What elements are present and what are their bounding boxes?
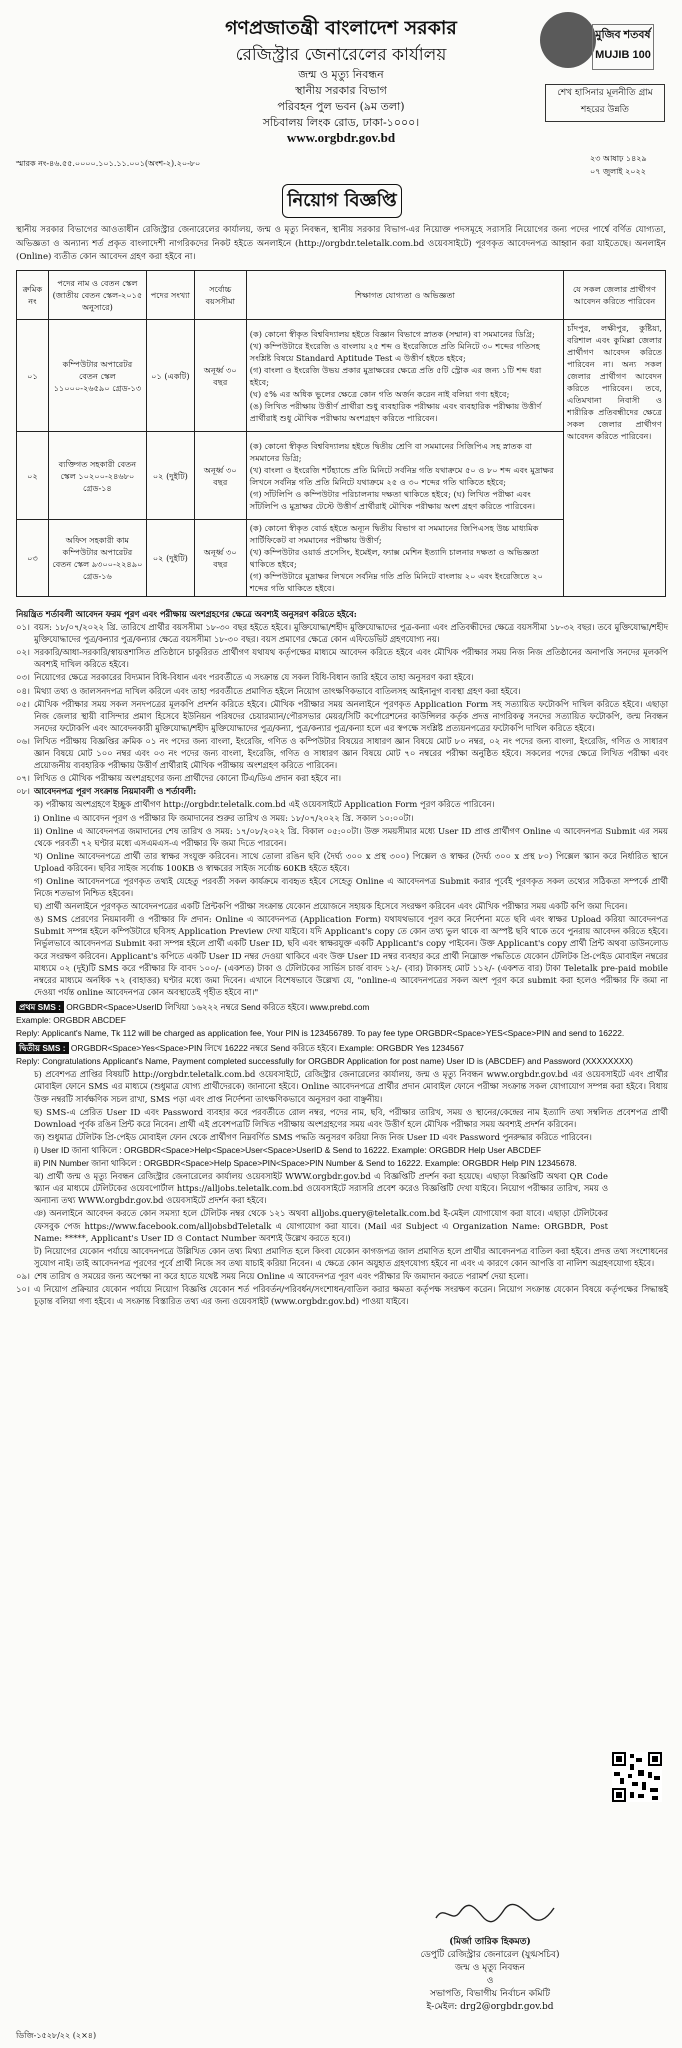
office-subtitle: জন্ম ও মৃত্যু নিবন্ধন — [298, 68, 384, 81]
row-age: অনূর্ধ্ব ৩০ বছর — [194, 520, 246, 597]
sub-item: ট) নিয়োগের যেকোন পর্যায়ে আবেদনপত্রে উল্লিখিত কোন তথ্য মিথ্যা প্রমাণিত হলে কিংবা যেকোন কাগজপত্র জাল প্রমাণিত হলে প্রার্থীর আবেদনপত্র বাতিল করা হইবে। প্রদত্ত তথ্য সংশোধনের সুযোগ নাই। তাই আবেদনপত্র পূরণের পূর্বে প্রার্থী নিজে সব তথ্য যাচাই করিয়া নিবেন। এ ক্ষেত্রে কোন অযুহাত গ্রহণযোগ্য হইবে না এবং এ কারণে কোন আপত্তি বা নালিশ অগ্রহণযোগ্য হইবে। — [34, 1245, 668, 1268]
division-name: স্থানীয় সরকার বিভাগ — [295, 84, 387, 97]
sms-second — [16, 1042, 668, 1054]
sub-item: ঞ) অনলাইনে আবেদন করতে কোন সমস্যা হলে টেলিটক নম্বর থেকে ১২১ অথবা alljobs.query@teletalk.com.bd ই-মেইল যোগাযোগ করা যাবে। এছাড়া টেলিটকের ফেসবুক পেজ https://www.facebook.com/alljobsbdTeletalk এ যোগাযোগ করা যাবে। (Mail এর Subject এ Organization Name: ORGBDR, Post Name: *****, Applicant's User ID ও Contact Number অবশ্যই উল্লেখ করতে হবে।) — [34, 1208, 608, 1243]
qual-item: (খ) কম্পিউটারে ইংরেজি ও বাংলায় ২৫ শব্দ ও ইংরেজিতে প্রতি মিনিটে ৩০ শব্দের গতিসহ সংশ্লিষ্ট বিষয়ে Standard Aptitude Test এ উত্তীর্ণ হইতে হইবে; — [249, 340, 540, 363]
eligible-districts: চাঁদপুর, লক্ষীপুর, কুষ্টিয়া, বরিশাল এবং কুমিল্লা জেলার প্রার্থীগণ আবেদন করিতে পারিবেন না। অন্য সকল জেলার প্রার্থীগণ আবেদন করিতে পারিবেন। তবে, এতিমখানা নিবাসী ও শারীরিক প্রতিবন্ধীদের ক্ষেত্রে সকল জেলার প্রার্থীগণ আবেদন করিতে পারিবেন। — [564, 320, 666, 597]
sub-item: খ) Online আবেদনপত্রে প্রার্থী তার স্বাক্ষর সংযুক্ত করিবেন। সাথে তোলা রঙিন ছবি (দৈর্ঘ্য ৩০০ x প্রস্থ ৩০০) পিক্সেল ও স্বাক্ষর (দৈর্ঘ্য ৩০০ x প্রস্থ ৮০) পিক্সেল স্ক্যান করে নির্ধারিত স্থানে Upload করিবেন। ছবির সাইজ সর্বোচ্চ 100KB ও স্বাক্ষরের সাইজ সর্বোচ্চ 60KB হইতে হইবে। — [34, 850, 668, 873]
header-age: সর্বোচ্চ বয়সসীমা — [194, 271, 246, 320]
row-qualification — [246, 432, 563, 520]
sms-first-example: Example: ORGBDR ABCDEF — [16, 1015, 126, 1025]
mujib-100-logo: মুজিব শতবর্ষ MUJIB 100 — [592, 24, 654, 70]
row-post: ব্যক্তিগত সহকারী বেতন স্কেল ১০২০০-২৪৬৮০ গ্রেড-১৪ — [48, 432, 146, 520]
qual-item: (গ) কম্পিউটারে মুদ্রাক্ষর লিখনে সর্বনিম্ন গতি প্রতি মিনিটে বাংলায় ২০ এবং ইংরেজিতে ২০ শব্দের গতি থাকিতে হইবে। — [249, 571, 543, 593]
row-serial: ০২ — [17, 432, 49, 520]
header — [0, 4, 682, 154]
qual-item: (খ) বাংলা ও ইংরেজি শর্টহ্যান্ডে প্রতি মিনিটে সর্বনিম্ন গতি যথাক্রমে ৫০ ও ৮০ শব্দ এবং মুদ্রাক্ষর লিখনে সর্বনিম্ন গতি প্রতি মিনিটে যথাক্রমে ২৫ ও ৩০ শব্দের গতি থাকিতে হইবে; — [249, 464, 554, 487]
sub-item: ঝ) প্রার্থী জন্ম ও মৃত্যু নিবন্ধন রেজিস্ট্রার জেনারেলের কার্যালয় ওয়েবসাইট WWW.orgbdr.gov.bd এ বিজ্ঞপ্তিটি প্রদর্শন করা হয়েছে। এছাড়া বিজ্ঞপ্তিটি অথবা QR Code স্ক্যান এর মাধ্যমে টেলিটকের ওয়েবপোর্টাল https://alljobs.teletalk.com.bd ওয়েবসাইটে সরাসরি প্রবেশ করেও বিজ্ঞপ্তিটি দেখা যাইবে। নিয়োগ পরীক্ষার তারিখ, সময় ও অন্যান্য তথ্য WWW.orgbdr.gov.bd ওয়েবসাইটে প্রদর্শন করা হইবে। — [34, 1171, 608, 1206]
list-item: ১০। এ নিয়োগ প্রক্রিয়ার যেকোন পর্যায়ে নিয়োগ বিজ্ঞপ্তি যেকোন শর্ত পরিবর্তন/পরিবর্ধন/সংশোধন/বাতিল করার ক্ষমতা কর্তৃপক্ষ সংরক্ষণ করেন। নিয়োগ সংক্রান্ত যেকোন বিষয়ে কর্তৃপক্ষের সিদ্ধান্তই চূড়ান্ত বলিয়া গণ্য হইবে। এ সংক্রান্ত বিস্তারিত তথ্য এর জন্য ওয়েবসাইট (www.orgbdr.gov.bd) পাওয়া যাইবে। — [16, 1283, 668, 1307]
header-serial: ক্রমিক নং — [17, 271, 49, 320]
qual-item: (ঘ) ৫% এর অধিক ভুলের ক্ষেত্রে কোন গতি অর্জন করেন নাই বলিয়া গণ্য হইবে; — [249, 388, 510, 399]
table-row — [17, 320, 666, 432]
sub-item: জ) শুধুমাত্র টেলিটক প্রি-পেইড মোবাইল ফোন থেকে প্রার্থীগণ নিম্নবর্ণিত SMS পদ্ধতি অনুসরণ করিয়া নিজ নিজ User ID এবং Password পুনরুদ্ধার করিতে পারিবেন। — [34, 1131, 592, 1142]
road-address: সচিবালয় লিংক রোড, ঢাকা-১০০০। — [262, 116, 420, 129]
memo-number: স্মারক নং-৪৬.৫৫.০০০০.১০১.১১.০০১(অংশ-২).২০-৮০ — [16, 159, 201, 168]
header-districts: যে সকল জেলার প্রার্থীগণ আবেদন করিতে পারিবেন — [564, 271, 666, 320]
header-post: পদের নাম ও বেতন স্কেল (জাতীয় বেতন স্কেল-২০১৫ অনুসারে) — [48, 271, 146, 320]
row-age: অনূর্ধ্ব ৩০ বছর — [194, 432, 246, 520]
qual-item: (ক) কোনো স্বীকৃত বোর্ড হইতে অন্যূন দ্বিতীয় বিভাগ বা সমমানের জিপিএসহ উচ্চ মাধ্যমিক সার্টিফিকেট বা সমমানের পরীক্ষায় উত্তীর্ণ; — [249, 523, 539, 545]
header-qualification: শিক্ষাগত যোগ্যতা ও অভিজ্ঞতা — [246, 271, 563, 320]
signatory-designation: ডেপুটি রেজিস্ট্রার জেনারেল (যুগ্মসচিব) — [420, 1950, 560, 1960]
date-english: ০৭ জুলাই ২০২২ — [590, 167, 646, 176]
header-count: পদের সংখ্যা — [146, 271, 194, 320]
signature-image — [430, 1900, 560, 1928]
sub-item: ii) PIN Number জানা থাকিলে : ORGBDR<Space>Help Space>PIN<Space>PIN Number & Send to 16222. Example: ORGBDR Help PIN 12345678. — [34, 1158, 577, 1169]
signatory-name: (মির্জা তারিক হিকমত) — [449, 1937, 531, 1947]
slogan-box: শেখ হাসিনার মূলনীতি গ্রাম শহরের উন্নতি — [545, 84, 665, 122]
table-header-row — [17, 271, 666, 320]
qual-item: (খ) কম্পিউটার ওয়ার্ড প্রসেসিং, ইমেইল, ফ্যাক্স মেশিন ইত্যাদি চালনার দক্ষতা ও অভিজ্ঞতা থাকিতে হইবে; — [249, 547, 539, 569]
date-bangla: ২৩ আষাঢ় ১৪২৯ — [590, 154, 647, 163]
list-item: ০২। সরকারি/আধা-সরকারি/স্বায়ত্তশাসিত প্রতিষ্ঠানে চাকুরিরত প্রার্থীগণ যথাযথ কর্তৃপক্ষের মাধ্যমে আবেদন করিতে হইবে এবং মৌখিক পরীক্ষার সময় নিজ নিজ প্রতিষ্ঠানের অনাপত্তি সনদের মূলকপি অবশ্যই দাখিল করিতে হইবে। — [16, 647, 668, 670]
list-item: ০৮। আবেদনপত্র পূরণ সংক্রান্ত নিয়মাবলী ও শর্তাবলী: — [16, 786, 197, 797]
sub-item: ঘ) প্রার্থী অনলাইনে পূরণকৃত আবেদনপত্রের একটি প্রিন্টকপি পরীক্ষা সংক্রান্ত যেকোন প্রয়োজনে সহায়ক হিসেবে সংরক্ষণ করিবেন এবং মৌখিক পরীক্ষার সময় একটি কপি জমা দিবেন। — [34, 901, 628, 912]
row-qualification — [246, 320, 563, 432]
sms-first — [16, 1001, 668, 1013]
sub-item: ছ) SMS-এ প্রেরিত User ID এবং Password ব্যবহার করে পরবর্তীতে রোল নম্বর, পদের নাম, ছবি, পরীক্ষার তারিখ, সময় ও স্থানের/কেন্দ্রের নাম ইত্যাদি তথ্য সম্বলিত প্রবেশপত্র প্রার্থী Download পূর্বক রঙিন প্রিন্ট করে নিবেন। প্রার্থী এই প্রবেশপত্রটি লিখিত পরীক্ষায় অংশগ্রহণের সময় এবং উত্তীর্ণ হলে মৌখিক পরীক্ষার সময় অবশ্যই প্রদর্শন করিবেন। — [34, 1106, 668, 1129]
building-address: পরিবহন পুল ভবন (৯ম তলা) — [277, 100, 405, 113]
list-item: ০৩। নিয়োগের ক্ষেত্রে সরকারের বিদ্যমান বিধি-বিধান এবং পরবর্তীতে এ সংক্রান্ত যে সকল বিধি-বিধান জারি হইবে তাহা অনুসরণ করা হইবে। — [16, 672, 474, 683]
website-link[interactable]: www.orgbdr.gov.bd — [286, 130, 396, 145]
page-title: নিয়োগ বিজ্ঞপ্তি — [282, 184, 402, 218]
qual-item: (ক) কোনো স্বীকৃত বিশ্ববিদ্যালয় হইতে বিজ্ঞান বিভাগে স্নাতক (সম্মান) বা সমমানের ডিগ্রি; — [249, 328, 535, 339]
sms-second-label: দ্বিতীয় SMS : — [16, 1042, 69, 1054]
row-serial: ০৩ — [17, 520, 49, 597]
row-post: কম্পিউটার অপারেটর বেতন স্কেল ১১০০০-২৬৫৯০ গ্রেড-১৩ — [48, 320, 146, 432]
signatory-office: জন্ম ও মৃত্যু নিবন্ধন — [455, 1963, 525, 1973]
sub-item: i) User ID জানা থাকিলে : ORGBDR<Space>Help<Space>User<Space>UserID & Send to 16222. Example: ORGBDR Help User ABCDEF — [34, 1144, 542, 1155]
row-serial: ০১ — [17, 320, 49, 432]
footer-code: ডিজি-১৫২৮/২২ (২×৪) — [16, 2031, 97, 2040]
office-title: রেজিস্ট্রার জেনারেলের কার্যালয় — [235, 45, 447, 65]
signatory-committee: সভাপতি, বিভাগীয় নির্বাচন কমিটি — [430, 1989, 550, 1999]
signatory-email[interactable]: ই-মেইল: drg2@orgbdr.gov.bd — [426, 2002, 554, 2012]
sub-item: ii) Online এ আবেদনপত্র জমাদানের শেষ তারিখ ও সময়: ১৭/০৮/২০২২ খ্রি. বিকাল ০৫:০০টা। উক্ত সময়সীমার মধ্যে User ID প্রাপ্ত প্রার্থীগণ Online এ আবেদনপত্র Submit এর সময় থেকে পরবর্তী ৭২ ঘণ্টার মধ্যে এসএমএস-এ পরীক্ষার ফি জমা দিতে পারবেন। — [34, 825, 668, 848]
signatory-and: ও — [486, 1976, 494, 1986]
vacancy-table — [16, 270, 666, 597]
list-item: ০৬। লিখিত পরীক্ষায় বিজ্ঞপ্তির ক্রমিক ০১ নং পদের জন্য বাংলা, ইংরেজি, গণিত ও কম্পিউটার বিষয়ের সাধারণ জ্ঞান বিষয়ে মোট ৮০ নম্বর, ০২ নং পদের জন্য বাংলা, ইংরেজি, গণিত ও সাধারণ জ্ঞান বিষয়ে মোট ১০০ নম্বর এবং ০৩ নং পদের জন্য বাংলা, ইংরেজি, গণিত ও সাধারণ জ্ঞান বিষয়ে মোট ৭০ নম্বরের পরীক্ষা অনুষ্ঠিত হইবে। সকলের পদের ক্ষেত্রে লিখিত পরীক্ষা এবং প্রয়োজনীয় ব্যবহারিক পরীক্ষায় উত্তীর্ণ প্রার্থীরাই মৌখিক পরীক্ষায় অংশগ্রহণ করিতে পারিবেন। — [16, 735, 668, 771]
sub-item: ক) পরীক্ষায় অংশগ্রহণে ইচ্ছুক প্রার্থীগণ http://orgbdr.teletalk.com.bd এই ওয়েবসাইটে Application Form পূরণ করিতে পারিবেন। — [34, 799, 495, 810]
sub-item: চ) প্রবেশপত্র প্রাপ্তির বিষয়টি http://orgbdr.teletalk.com.bd ওয়েবসাইটে, রেজিস্ট্রার জেনারেলের কার্যালয়, জন্ম ও মৃত্যু নিবন্ধন www.orgbdr.gov.bd এর ওয়েবসাইটে এবং প্রার্থীর মোবাইল ফোনে SMS এর মাধ্যমে (শুধুমাত্র যোগ্য প্রার্থীদেরকে) জানানো হইবে। Online আবেদনপত্রে প্রার্থীর প্রদান মোবাইল ফোনে পরীক্ষা সংক্রান্ত সকল যোগাযোগ সম্পন্ন করা হইবে। বিধায় উক্ত নম্বরটি সার্বক্ষণিক সচল রাখা, SMS পড়া এবং প্রাপ্ত নির্দেশনা তাৎক্ষণিকভাবে অনুসরণ করা বাঞ্ছনীয়। — [34, 1069, 668, 1104]
qr-code-icon[interactable] — [612, 1752, 662, 1802]
sms-first-reply: Reply: Applicant's Name, Tk 112 will be charged as application fee, Your PIN is 123456789. To pay fee type ORGBDR<Space>YES<Space>PIN and send to 16222. — [16, 1028, 625, 1039]
sms-second-reply: Reply: Congratulations Applicant's Name, Payment completed successfully for ORGBDR Application for post name) User ID is (ABCDEF) and Password (XXXXXXXX) — [16, 1056, 633, 1067]
row-count: ০১ (একটি) — [146, 320, 194, 432]
sub-item: i) Online এ আবেদন পূরণ ও পরীক্ষার ফি জমাদানের শুরুর তারিখ ও সময়: ১৮/০৭/২০২২ খ্রি. সকাল ১০:০০টা। — [34, 812, 414, 823]
qual-item: (ঙ) লিখিত পরীক্ষায় উত্তীর্ণ প্রার্থীরা শুধু ব্যবহারিক পরীক্ষায় এবং ব্যবহারিক পরীক্ষায় উত্তীর্ণ প্রার্থীরাই শুধু মৌখিক পরীক্ষায় অংশগ্রহণ করিতে পারিবেন। — [249, 400, 542, 423]
sms-first-text: ORGBDR<Space>UserID লিখিয়া ১৬২২২ নম্বরে Send করিতে হইবে। www.prebd.com — [66, 1001, 370, 1012]
list-item: ০৫। মৌখিক পরীক্ষার সময় সকল সনদপত্রের মূলকপি প্রদর্শন করিতে হইবে। মৌখিক পরীক্ষার সময় অনলাইনে পূরণকৃত Application Form সহ সত্যায়িত ফটোকপি দাখিল করিতে হইবে। এছাড়া নিজ জেলার স্থায়ী বাসিন্দার প্রমাণ হিসেবে ইউনিয়ন পরিষদের চেয়ারম্যান/পৌরসভার মেয়র/সিটি কর্পোরেশনের কাউন্সিলর কর্তৃক প্রদত্ত নাগরিকত্ব সনদের সত্যায়িত ফটোকপি, জন্ম নিবন্ধন সনদের ফটোকপি এবং আবেদনকারী মুক্তিযোদ্ধা/শহীদ মুক্তিযোদ্ধাদের পুত্র/কন্যা, পুত্র/কন্যার পুত্র/কন্যা হলে এর স্বপক্ষে সংশ্লিষ্ট প্রত্যয়নপত্রের ফটোকপি দাখিল করিতে হইবে। — [16, 698, 668, 733]
row-age: অনূর্ধ্ব ৩০ বছর — [194, 320, 246, 432]
conditions-section — [16, 608, 668, 1307]
gov-title: গণপ্রজাতন্ত্রী বাংলাদেশ সরকার — [225, 17, 457, 39]
qual-item: (গ) বাংলা ও ইংরেজি উভয় প্রকার মুদ্রাক্ষরের ক্ষেত্রে প্রতি ৫টি স্ট্রোক এর জন্য ১টি শব্দ ধরা হইবে; — [249, 364, 542, 387]
list-item: ০৯। শেষ তারিখ ও সময়ের জন্য অপেক্ষা না করে হাতে যথেষ্ট সময় নিয়ে Online এ আবেদনপত্র পূরণ এবং পরীক্ষার ফি জমাদান করতে পরামর্শ দেয়া হলো। — [16, 1270, 529, 1281]
sms-first-label: প্রথম SMS : — [16, 1001, 64, 1013]
list-item: ০৪। মিথ্যা তথ্য ও জালসনদপত্র দাখিল করিলে এবং তাহা পরবর্তীতে প্রমাণিত হইলে নিয়োগ তাৎক্ষণিকভাবে বাতিলসহ আইনানুগ ব্যবস্থা গ্রহণ করা হইবে। — [16, 685, 521, 696]
list-item: ০৭। লিখিত ও মৌখিক পরীক্ষায় অংশগ্রহণের জন্য প্রার্থীদের কোনো টিএ/ডিএ প্রদান করা হইবে না। — [16, 773, 342, 784]
sms-second-text: ORGBDR<Space>Yes<Space>PIN লিখে 16222 নম্বরে Send করিতে হইবে। Example: ORGBDR Yes 1234567 — [70, 1043, 464, 1054]
row-qualification — [246, 520, 563, 597]
row-count: ০২ (দুইটি) — [146, 432, 194, 520]
sub-item: গ) Online আবেদনপত্রে পূরণকৃত তথ্যই যেহেতু পরবর্তী সকল কার্যক্রমে ব্যবহৃত হইবে সেহেতু Online এ আবেদনপত্র Submit করার পূর্বেই পূরণকৃত সকল তথ্যের সঠিকতা সম্পর্কে প্রার্থী নিজে শতভাগ নিশ্চিত হইবেন। — [34, 875, 668, 899]
sub-item: ঙ) SMS প্রেরণের নিয়মাবলী ও পরীক্ষার ফি প্রদান: Online এ আবেদনপত্র (Application Form) যথাযথভাবে পূরণ করে নির্দেশনা মতে ছবি এবং স্বাক্ষর Upload করিয়া আবেদনপত্র Submit সম্পন্ন হইলে কম্পিউটারে ছবিসহ Application Preview দেখা যাইবে। যদি Applicant's copy তে কোন তথ্য ভুল থাকে বা অস্পষ্ট ছবি থাকে তবে পুনরায় আবেদন করিতে হইবে। নির্ভুলভাবে আবেদনপত্র Submit করা সম্পন্ন হইলে প্রার্থী একটি User ID, ছবি এবং স্বাক্ষরযুক্ত একটি Applicant's copy পাইবেন। উক্ত Applicant's copy প্রার্থী প্রিন্ট অথবা ডাউনলোড করে সংরক্ষণ করিবেন। Applicant's কপিতে একটি User ID নম্বর দেওয়া থাকিবে এবং উক্ত User ID নম্বর ব্যবহার করে প্রার্থী নিম্নোক্ত পদ্ধতিতে যেকোন টেলিটক প্রি-পেইড মোবাইল নম্বরের মাধ্যমে ০২ (দুই)টি SMS করে পরীক্ষার ফি বাবদ ১০০/- (একশত) টাকা ও টেলিটকের সার্ভিস চার্জ বাবদ ১২/- (বার) টাকাসহ মোট ১১২/- (একশত বার) টাকা Teletalk pre-paid mobile নম্বরের মাধ্যমে অনধিক ৭২ (বাহাত্তর) ঘণ্টার মধ্যে জমা দিবেন। এখানে বিশেষভাবে উল্লেখ্য যে, "online-এ আবেদনপত্রের সকল অংশ পূরণ করে submit করা হলেও পরীক্ষার ফি জমা না দেওয়া পর্যন্ত online আবেদনপত্র কোন অবস্থাতেই গৃহীত হইবে না।" — [34, 914, 668, 997]
row-post: অফিস সহকারী কাম কম্পিউটার অপারেটর বেতন স্কেল ৯৩০০-২২৪৯০ গ্রেড-১৬ — [48, 520, 146, 597]
row-count: ০২ (দুইটি) — [146, 520, 194, 597]
list-item: ০১। বয়স: ১৮/০৭/২০২২ খ্রি. তারিখে প্রার্থীর বয়সসীমা ১৮-৩০ বছর হইতে হইবে। মুক্তিযোদ্ধা/শহীদ মুক্তিযোদ্ধাদের পুত্র-কন্যা এবং প্রতিবন্ধীদের ক্ষেত্রে বয়সসীমা ১৮-৩২ বছর। তবে মুক্তিযোদ্ধা/শহীদ মুক্তিযোদ্ধাদের পুত্র/কন্যার পুত্র/কন্যার ক্ষেত্রে বয়সসীমা ১৮-৩০ বছর। বয়স প্রমাণের ক্ষেত্রে কোন এফিডেভিট গ্রহণযোগ্য নয়। — [16, 622, 668, 645]
qual-item: (ক) কোনো স্বীকৃত বিশ্ববিদ্যালয় হইতে দ্বিতীয় শ্রেণি বা সমমানের সিজিপিএ সহ স্নাতক বা সমমানের ডিগ্রি; — [249, 440, 532, 463]
conditions-title: নিয়ন্ত্রিত শর্তাবলী আবেদন ফরম পূরণ এবং পরীক্ষায় অংশগ্রহণের ক্ষেত্রে অবশ্যই অনুসরণ করিতে হইবে: — [16, 609, 357, 619]
portrait-image — [540, 12, 596, 68]
intro-paragraph: স্থানীয় সরকার বিভাগের আওতাধীন রেজিস্ট্রার জেনারেলের কার্যালয়, জন্ম ও মৃত্যু নিবন্ধন, স্থানীয় সরকার বিভাগ-এর নিয়োক্ত পদসমূহে সরাসরি নিয়োগের জন্য পদের পার্শ্বে বর্ণিত যোগ্যতা, অভিজ্ঞতা ও অন্যান্য শর্ত প্রকৃত বাংলাদেশী নাগরিকদের নিকট হইতে অনলাইনে (http://orgbdr.teletalk.com.bd ওয়েবসাইটে) পূরণকৃত আবেদনপত্র আহ্বান করা যাইতেছে। অনলাইন (Online) ব্যতীত কোন আবেদন গ্রহণ করা হইবে না। — [16, 225, 666, 262]
qual-item: (গ) সাঁটলিপি ও কম্পিউটার পরিচালনায় দক্ষতা থাকিতে হইবে; (ঘ) লিখিত পরীক্ষা এবং সাঁটলিপি ও মুদ্রাক্ষর টেস্টে উত্তীর্ণ প্রার্থীরাই মৌখিক পরীক্ষায় অংশ গ্রহণ করিতে পারিবেন। — [249, 488, 536, 511]
